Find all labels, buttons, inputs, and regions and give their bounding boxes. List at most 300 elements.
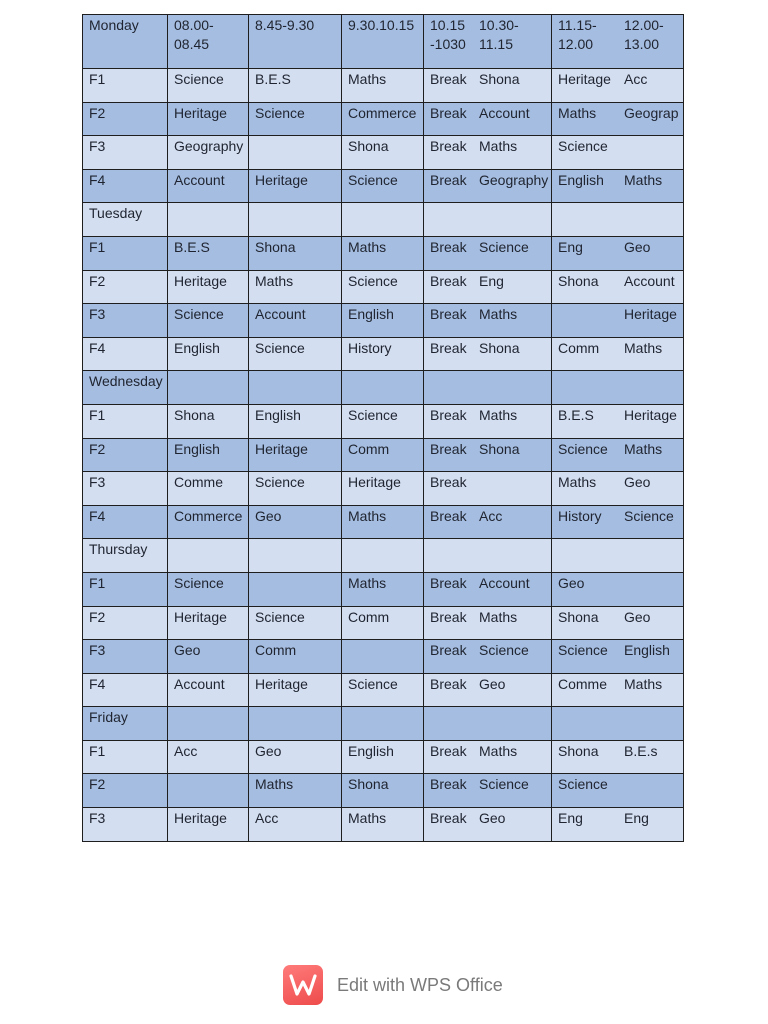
subject-cell [479,539,551,540]
table-cell [424,169,552,203]
table-cell [168,69,249,103]
subject-cell: Maths [624,675,663,692]
table-cell [342,505,424,539]
subject-cell: Break [430,171,467,188]
table-cell [552,69,684,103]
table-cell [83,136,168,170]
table-row [83,304,684,338]
subject-cell [342,371,423,372]
table-cell [168,337,249,371]
subject-cell: Science [479,642,529,659]
table-cell [552,707,684,741]
table-row [83,707,684,741]
subject-cell: Geo [479,675,506,692]
row-label: F4 [89,171,106,188]
table-row [83,270,684,304]
table-row [83,740,684,774]
subject-cell [624,371,683,372]
table-cell [249,774,342,808]
subject-cell: English [558,171,604,188]
table-cell [83,371,168,405]
table-cell [168,438,249,472]
subject-cell [424,707,479,708]
table-row [83,606,684,640]
subject-cell: Maths [348,574,387,591]
subject-cell: B.E.s [624,742,658,759]
table-cell [249,640,342,674]
subject-cell [249,573,341,574]
subject-cell [552,707,624,708]
subject-cell: Geograp [624,104,679,121]
table-cell [342,774,424,808]
table-cell [424,539,552,573]
table-cell [342,572,424,606]
subject-cell [249,136,341,137]
table-cell [249,539,342,573]
table-cell [249,203,342,237]
table-cell [249,808,342,842]
subject-cell: Heritage [255,171,308,188]
subject-cell: Heritage [174,608,227,625]
subject-cell: Science [348,675,398,692]
table-cell [552,572,684,606]
table-cell [424,472,552,506]
subject-cell [168,707,248,708]
subject-cell: Science [558,138,608,155]
table-row [83,808,684,842]
table-cell [168,203,249,237]
header-cell [424,15,552,69]
table-row [83,438,684,472]
subject-cell [552,203,624,204]
subject-cell: Account [174,171,225,188]
subject-cell: Heritage [624,406,677,423]
row-label: F1 [89,742,106,759]
subject-cell: Comme [558,675,608,692]
subject-cell [624,539,683,540]
subject-cell: Science [174,306,224,323]
table-cell [83,707,168,741]
header-cell [249,15,342,69]
subject-cell: Science [558,776,608,793]
table-cell [342,203,424,237]
table-cell [342,740,424,774]
table-cell [342,304,424,338]
table-row [83,505,684,539]
table-cell [424,505,552,539]
table-cell [249,673,342,707]
subject-cell: Break [430,507,467,524]
subject-cell: Maths [479,406,518,423]
subject-cell [342,640,423,641]
table-cell [168,740,249,774]
table-row [83,136,684,170]
table-cell [83,337,168,371]
table-cell [342,169,424,203]
subject-cell: Heritage [624,306,677,323]
subject-cell: Maths [255,272,294,289]
row-label: F2 [89,104,106,121]
subject-cell [168,203,248,204]
table-cell [83,304,168,338]
subject-cell: English [624,642,670,659]
table-cell [168,102,249,136]
subject-cell: Geo [479,810,506,827]
table-cell [249,707,342,741]
subject-cell: Maths [624,339,663,356]
table-cell [83,236,168,270]
table-row [83,169,684,203]
table-cell [168,270,249,304]
subject-cell: Eng [558,238,583,255]
subject-cell: Break [430,642,467,659]
subject-cell: Break [430,675,467,692]
table-cell [424,438,552,472]
table-cell [424,740,552,774]
subject-cell: Heritage [348,474,401,491]
table-row [83,673,684,707]
table-row [83,337,684,371]
header-day: Monday [89,17,139,33]
subject-cell: Geo [174,642,201,659]
subject-cell [624,203,683,204]
timetable-body [83,15,684,842]
table-row [83,203,684,237]
subject-cell: Science [174,574,224,591]
table-cell [342,539,424,573]
table-cell [342,472,424,506]
table-cell [168,539,249,573]
table-cell [249,304,342,338]
table-cell [83,102,168,136]
table-cell [168,505,249,539]
row-label: F2 [89,440,106,457]
subject-cell: English [174,339,220,356]
table-cell [424,69,552,103]
table-cell [168,236,249,270]
table-row [83,404,684,438]
table-cell [168,136,249,170]
subject-cell: Acc [479,507,503,524]
subject-cell: Comm [348,440,390,457]
table-cell [552,337,684,371]
header-slot: 12.00- 13.00 [624,17,664,52]
table-cell [342,69,424,103]
header-slot: 8.45-9.30 [255,17,315,33]
row-label: F1 [89,406,106,423]
table-row [83,472,684,506]
table-cell [552,203,684,237]
subject-cell: Science [624,507,674,524]
subject-cell: Account [624,272,675,289]
table-cell [424,304,552,338]
table-cell [83,808,168,842]
subject-cell: Break [430,339,467,356]
subject-cell [249,203,341,204]
wps-office-logo-icon [283,965,323,1005]
subject-cell: Heritage [558,71,611,87]
table-cell [168,371,249,405]
subject-cell [424,539,479,540]
subject-cell: Shona [558,742,599,759]
table-cell [424,774,552,808]
subject-cell: Geo [255,742,282,759]
table-row [83,69,684,103]
subject-cell: Eng [479,272,504,289]
subject-cell [249,707,341,708]
header-cell [342,15,424,69]
table-cell [552,102,684,136]
row-label: F4 [89,339,106,356]
subject-cell: Comm [348,608,390,625]
subject-cell: Maths [348,810,387,827]
table-cell [168,808,249,842]
subject-cell: Break [430,810,467,827]
subject-cell: B.E.S [255,71,291,87]
table-cell [552,539,684,573]
subject-cell: Break [430,574,467,591]
subject-cell: Account [479,104,530,121]
subject-cell [342,707,423,708]
table-cell [424,136,552,170]
subject-cell: Break [430,306,467,323]
row-label: F3 [89,306,106,323]
subject-cell: Shona [479,339,520,356]
subject-cell: Maths [479,608,518,625]
subject-cell: English [348,306,394,323]
table-cell [168,673,249,707]
subject-cell: B.E.S [174,238,210,255]
table-cell [249,236,342,270]
table-cell [552,808,684,842]
subject-cell: Shona [255,238,296,255]
row-label: F4 [89,675,106,692]
subject-cell: Maths [348,71,387,87]
table-cell [342,102,424,136]
subject-cell: Science [255,608,305,625]
table-cell [552,673,684,707]
table-row [83,236,684,270]
table-cell [249,404,342,438]
table-cell [168,169,249,203]
table-cell [83,404,168,438]
table-cell [249,740,342,774]
table-cell [424,236,552,270]
subject-cell [479,472,551,492]
subject-cell: Maths [348,238,387,255]
subject-cell: Heritage [174,272,227,289]
subject-cell: Maths [255,776,294,793]
subject-cell: Account [255,306,306,323]
subject-cell [168,371,248,372]
table-cell [168,640,249,674]
table-cell [83,438,168,472]
subject-cell: Shona [558,608,599,625]
subject-cell [342,203,423,204]
subject-cell [479,371,551,372]
header-cell [552,15,684,69]
subject-cell: Science [479,238,529,255]
table-cell [249,337,342,371]
row-label: F1 [89,574,106,591]
subject-cell: Science [479,776,529,793]
table-cell [342,707,424,741]
subject-cell: Shona [174,406,215,423]
subject-cell: Shona [348,776,389,793]
subject-cell: Comm [255,642,297,659]
row-label: Thursday [89,541,148,558]
table-cell [342,438,424,472]
subject-cell: Maths [479,306,518,323]
table-cell [83,740,168,774]
subject-cell: Break [430,474,467,491]
subject-cell [342,539,423,540]
table-cell [424,673,552,707]
table-cell [249,438,342,472]
subject-cell: Comme [174,474,224,491]
subject-cell: Science [558,440,608,457]
table-cell [168,606,249,640]
subject-cell [624,136,683,156]
subject-cell [424,203,479,204]
subject-cell [624,573,683,593]
table-cell [552,472,684,506]
subject-cell: Break [430,104,467,121]
table-cell [249,69,342,103]
subject-cell [168,539,248,540]
table-cell [249,136,342,170]
subject-cell: Break [430,71,467,87]
subject-cell: Break [430,776,467,793]
subject-cell: Break [430,272,467,289]
subject-cell [624,707,683,708]
row-label: F3 [89,138,106,155]
table-cell [552,304,684,338]
subject-cell: Science [558,642,608,659]
header-slot: 9.30.10.15 [348,17,415,33]
subject-cell [552,371,624,372]
table-cell [552,236,684,270]
table-header-row [83,15,684,69]
table-cell [342,808,424,842]
table-cell [249,505,342,539]
header-slot: 10.30- 11.15 [479,17,519,52]
subject-cell [479,203,551,204]
table-row [83,539,684,573]
subject-cell [624,774,683,794]
table-cell [168,572,249,606]
subject-cell [552,539,624,540]
timetable [82,14,684,842]
table-cell [552,505,684,539]
table-cell [552,774,684,808]
table-cell [83,203,168,237]
table-cell [83,673,168,707]
subject-cell: Acc [255,810,279,827]
table-cell [249,371,342,405]
subject-cell: English [255,406,301,423]
table-cell [249,606,342,640]
subject-cell: Account [174,675,225,692]
subject-cell: History [558,507,602,524]
subject-cell: History [348,339,392,356]
table-row [83,572,684,606]
row-label: F2 [89,776,106,793]
subject-cell: Maths [348,507,387,524]
table-cell [83,606,168,640]
table-cell [552,404,684,438]
table-cell [249,270,342,304]
row-label: F2 [89,608,106,625]
table-cell [168,707,249,741]
table-cell [83,270,168,304]
subject-cell: Commerce [348,104,417,121]
subject-cell [424,371,479,372]
subject-cell: Break [430,238,467,255]
table-cell [342,236,424,270]
table-cell [83,572,168,606]
table-cell [552,606,684,640]
subject-cell: Science [174,71,224,87]
table-cell [342,270,424,304]
header-slot: 11.15- 12.00 [558,17,597,52]
subject-cell: Account [479,574,530,591]
subject-cell: Geography [174,138,244,155]
table-cell [83,774,168,808]
table-row [83,774,684,808]
table-cell [342,404,424,438]
subject-cell: Comm [558,339,600,356]
table-cell [249,102,342,136]
subject-cell: Geo [558,574,585,591]
subject-cell: Science [255,339,305,356]
subject-cell: Shona [479,71,520,87]
table-cell [168,404,249,438]
subject-cell: Geo [624,238,651,255]
table-cell [168,304,249,338]
table-cell [83,640,168,674]
table-row [83,371,684,405]
row-label: Tuesday [89,205,143,222]
subject-cell: Geo [624,608,651,625]
subject-cell: Maths [558,474,597,491]
edit-with-wps-badge[interactable] [283,965,503,1005]
subject-cell: Maths [479,742,518,759]
table-cell [424,203,552,237]
table-cell [424,808,552,842]
subject-cell [168,774,248,775]
table-cell [424,572,552,606]
row-label: F3 [89,474,106,491]
table-cell [168,472,249,506]
row-label: F1 [89,238,106,255]
header-cell [83,15,168,69]
subject-cell: Break [430,406,467,423]
row-label: Wednesday [89,373,163,390]
subject-cell: Geo [624,474,651,491]
table-cell [342,673,424,707]
table-cell [552,169,684,203]
table-cell [342,606,424,640]
row-label: F3 [89,810,106,827]
subject-cell [479,707,551,708]
subject-cell: Science [348,171,398,188]
subject-cell [552,304,624,324]
subject-cell: Maths [558,104,597,121]
table-cell [552,136,684,170]
table-cell [83,539,168,573]
subject-cell: Geography [479,171,549,188]
